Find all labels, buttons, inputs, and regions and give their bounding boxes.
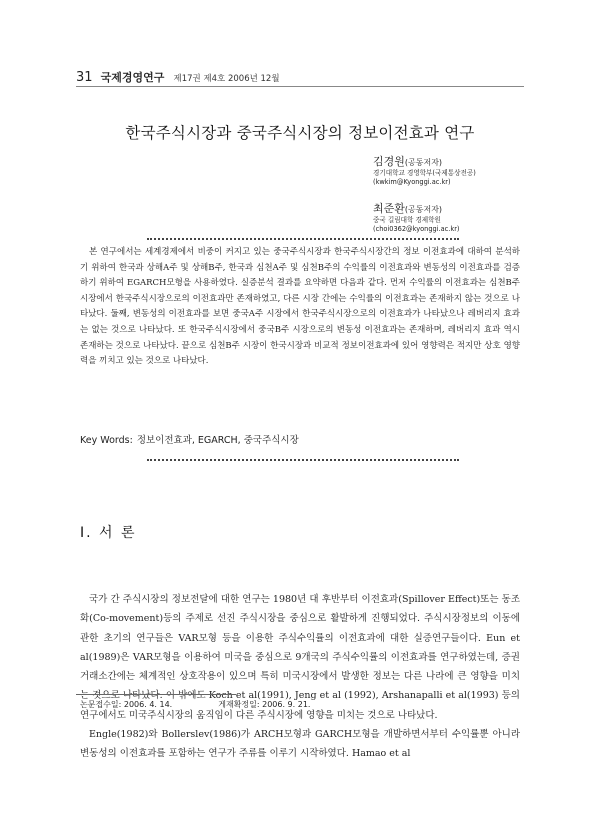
page-number: 31: [76, 70, 93, 85]
keywords-label: Key Words:: [80, 435, 133, 446]
author-name: 김경원: [373, 155, 405, 168]
author-block: [373, 150, 476, 187]
issue-info: 제17권 제4호 2006년 12월: [173, 74, 280, 84]
author-affiliation: 경기대학교 경영학부(국제통상전공): [373, 169, 476, 177]
author-email: (kwkim@Kyonggi.ac.kr): [373, 178, 451, 186]
author-role: (공동저자): [404, 158, 443, 167]
footnote: [80, 699, 310, 710]
paper-title: 한국주식시장과 중국주식시장의 정보이전효과 연구: [125, 124, 475, 142]
journal-name: 국제경영연구: [100, 71, 165, 84]
received-date: 논문접수일: 2006. 4. 14.: [80, 700, 173, 709]
author-affiliation: 중국 길림대학 경제학원: [373, 216, 441, 224]
body-paragraph: 국가 간 주식시장의 정보전달에 대한 연구는 1980년 대 후반부터 이전효과(Spillover Effect)또는 동조화(Co-movement)등의 주제로 선진 주식시장을 중심으로 활발하게 진행되었다. 주식시장정보의 이동에 관한 초기의 연구들은 VAR모형 등을 이용한 주식수익률의 이전효과에 대한 실증연구들이다. Eun et al(1989)은 VAR모형을 이용하여 미국을 중심으로 9개국의 주식수익률의 이전효과를 연구하였는데, 증권거래소간에는 체계적인 상호작용이 있으며 특히 미국시장에서 발생한 정보는 다른 나라에 큰 영향을 미치는 것으로 나타났다. 이 밖에도 Koch et al(1991), Jeng et al (1992), Arshanapalli et al(1993) 등의 연구에서도 미국주식시장의 움직임이 다른 주식시장에 영향을 미치는 것으로 나타났다.: [80, 594, 520, 721]
keywords: [80, 432, 299, 446]
author-block: [373, 197, 459, 234]
abstract: [80, 245, 520, 370]
header-rule: [76, 86, 524, 87]
author-role: (공동저자): [404, 205, 443, 214]
keywords-value: 정보이전효과, EGARCH, 중국주식시장: [136, 435, 299, 446]
author-name: 최준환: [373, 202, 405, 215]
abstract-text: 본 연구에서는 세계경제에서 비중이 커지고 있는 중국주식시장과 한국주식시장간의 정보 이전효과에 대하여 분석하기 위하여 한국과 상해A주 및 상해B주, 한국과 심천A주 및 심천B주의 수익률의 이전효과와 변동성의 이전효과를 검증하기 위하여 EGARCH모형을 사용하였다. 실증분석 결과를 요약하면 다음과 같다. 먼저 수익률의 이전효과는 심천B주 시장에서 한국주식시장으로의 이전효과만 존재하였고, 다른 시장 간에는 수익률의 이전효과는 존재하지 않는 것으로 나타났다. 둘째, 변동성의 이전효과를 보면 중국A주 시장에서 한국주식시장으로의 이전효과가 나타났으나 레버리지 효과는 없는 것으로 나타났다. 또 한국주식시장에서 중국B주 시장으로의 변동성 이전효과는 존재하며, 레버리지 효과 역시 존재하는 것으로 나타났다. 끝으로 심천B주 시장이 한국시장과 비교적 정보이전효과에 있어 영향력은 적지만 상호 영향력을 끼치고 있는 것으로 나타났다.: [80, 247, 520, 367]
body-text: [80, 590, 520, 764]
dotted-divider: [147, 238, 459, 240]
body-paragraph: Engle(1982)와 Bollerslev(1986)가 ARCH모형과 GARCH모형을 개발하면서부터 수익률뿐 아니라 변동성의 이전효과를 포함하는 연구가 주류를 이루기 시작하였다. Hamao et al: [80, 729, 520, 760]
dotted-divider: [147, 459, 459, 461]
footnote-rule: [76, 694, 236, 695]
accepted-date: 게재확정일: 2006. 9. 21.: [218, 700, 311, 709]
author-email: (choi0362@kyonggi.ac.kr): [373, 225, 460, 233]
section-heading: Ⅰ. 서 론: [80, 525, 137, 541]
running-header: [76, 66, 280, 85]
